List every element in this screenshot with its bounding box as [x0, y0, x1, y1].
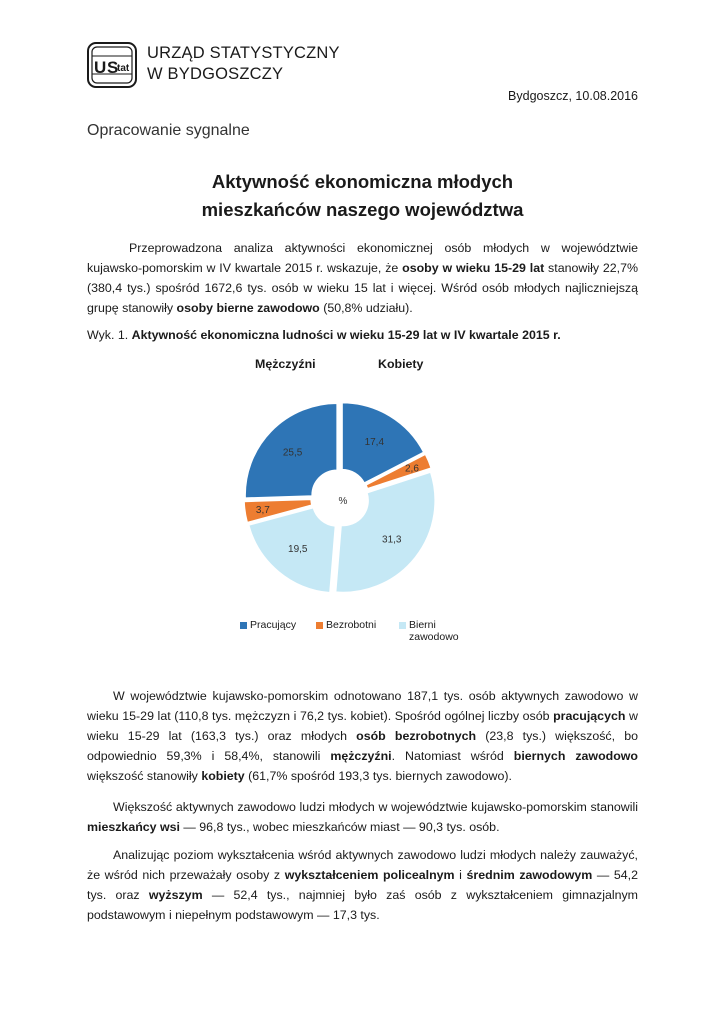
intro-paragraph: Przeprowadzona analiza aktywności ekonomicznej osób młodych w województwie kujawsko-pomorskim w IV kwartale 2015 r. wskazuje, że osoby w wieku 15-29 lat stanowiły 22,7% (380,4 tys.) spośród 1672,6 tys. osób w wieku 15 lat i więcej. Wśród osób młodych najliczniejszą grupę stanowiły osoby bierne zawodowo (50,8% udziału).: [87, 241, 638, 315]
pie-unit-label: %: [338, 496, 348, 507]
svg-text:U: U: [94, 58, 107, 77]
title-line-1: Aktywność ekonomiczna młodych: [211, 171, 514, 192]
paragraph-4: Analizując poziom wykształcenia wśród aktywnych zawodowo ludzi młodych należy zauważyć, że wśród nich przeważały osoby z wykształceniem policealnym i średnim zawodowym — 54,2 tys. oraz wyższym — 52,4 tys., najmniej było zaś osób z wykształceniem gimnazjalnym podstawowym i niepełnym podstawowym — 17,3 tys.: [87, 848, 639, 922]
pie-data-label-1: 2,6: [405, 463, 419, 475]
document-date: Bydgoszcz, 10.08.2016: [508, 89, 638, 103]
paragraph-2: W województwie kujawsko-pomorskim odnotowano 187,1 tys. osób aktywnych zawodowo w wieku 15-29 lat (110,8 tys. mężczyzn i 76,2 tys. kobiet). Spośród ogólnej liczby osób pracujących w wieku 15-29 lat (163,3 tys.) oraz młodych osób bezrobotnych (23,8 tys.) większość, bo odpowiednio 59,3% i 58,4%, stanowili mężczyźni. Natomiast wśród biernych zawodowo większość stanowiły kobiety (61,7% spośród 193,3 tys. biernych zawodowo).: [87, 689, 638, 783]
organization-line-1: URZĄD STATYSTYCZNY: [147, 44, 340, 62]
pie-data-label-2: 31,3: [382, 534, 402, 546]
group-label-men: Mężczyźni: [255, 357, 316, 371]
organization-line-2: W BYDGOSZCZY: [147, 65, 284, 83]
title-line-2: mieszkańców naszego województwa: [201, 199, 524, 220]
ustat-logo: [87, 42, 137, 88]
legend-swatch-pracujacy: [240, 622, 247, 629]
legend-swatch-bezrobotni: [316, 622, 323, 629]
group-label-women: Kobiety: [378, 357, 424, 371]
legend-label-bezrobotni: Bezrobotni: [326, 619, 377, 631]
legend-swatch-bierni: [399, 622, 406, 629]
legend-item-bierni: [399, 619, 459, 643]
legend-item-bezrobotni: [316, 619, 376, 631]
svg-text:tat: tat: [117, 63, 130, 74]
legend-label-pracujacy: Pracujący: [250, 619, 297, 631]
document-type: Opracowanie sygnalne: [87, 122, 250, 139]
paragraph-3: Większość aktywnych zawodowo ludzi młodych w województwie kujawsko-pomorskim stanowili mieszkańcy wsi — 96,8 tys., wobec mieszkańców miast — 90,3 tys. osób.: [87, 800, 638, 834]
pie-data-label-3: 19,5: [288, 544, 308, 556]
svg-text:S: S: [107, 58, 119, 77]
organization-name: [147, 43, 340, 85]
legend-label-bierni: Bierni zawodowo: [409, 619, 459, 643]
activity-pie-chart: [230, 388, 450, 608]
pie-data-label-5: 25,5: [282, 447, 303, 459]
figure-caption: Wyk. 1. Aktywność ekonomiczna ludności w wieku 15-29 lat w IV kwartale 2015 r.: [87, 328, 561, 342]
legend-item-pracujacy: [240, 619, 296, 631]
pie-data-label-0: 17,4: [364, 437, 385, 449]
pie-data-label-4: 3,7: [255, 504, 270, 516]
page-title: [0, 168, 725, 224]
